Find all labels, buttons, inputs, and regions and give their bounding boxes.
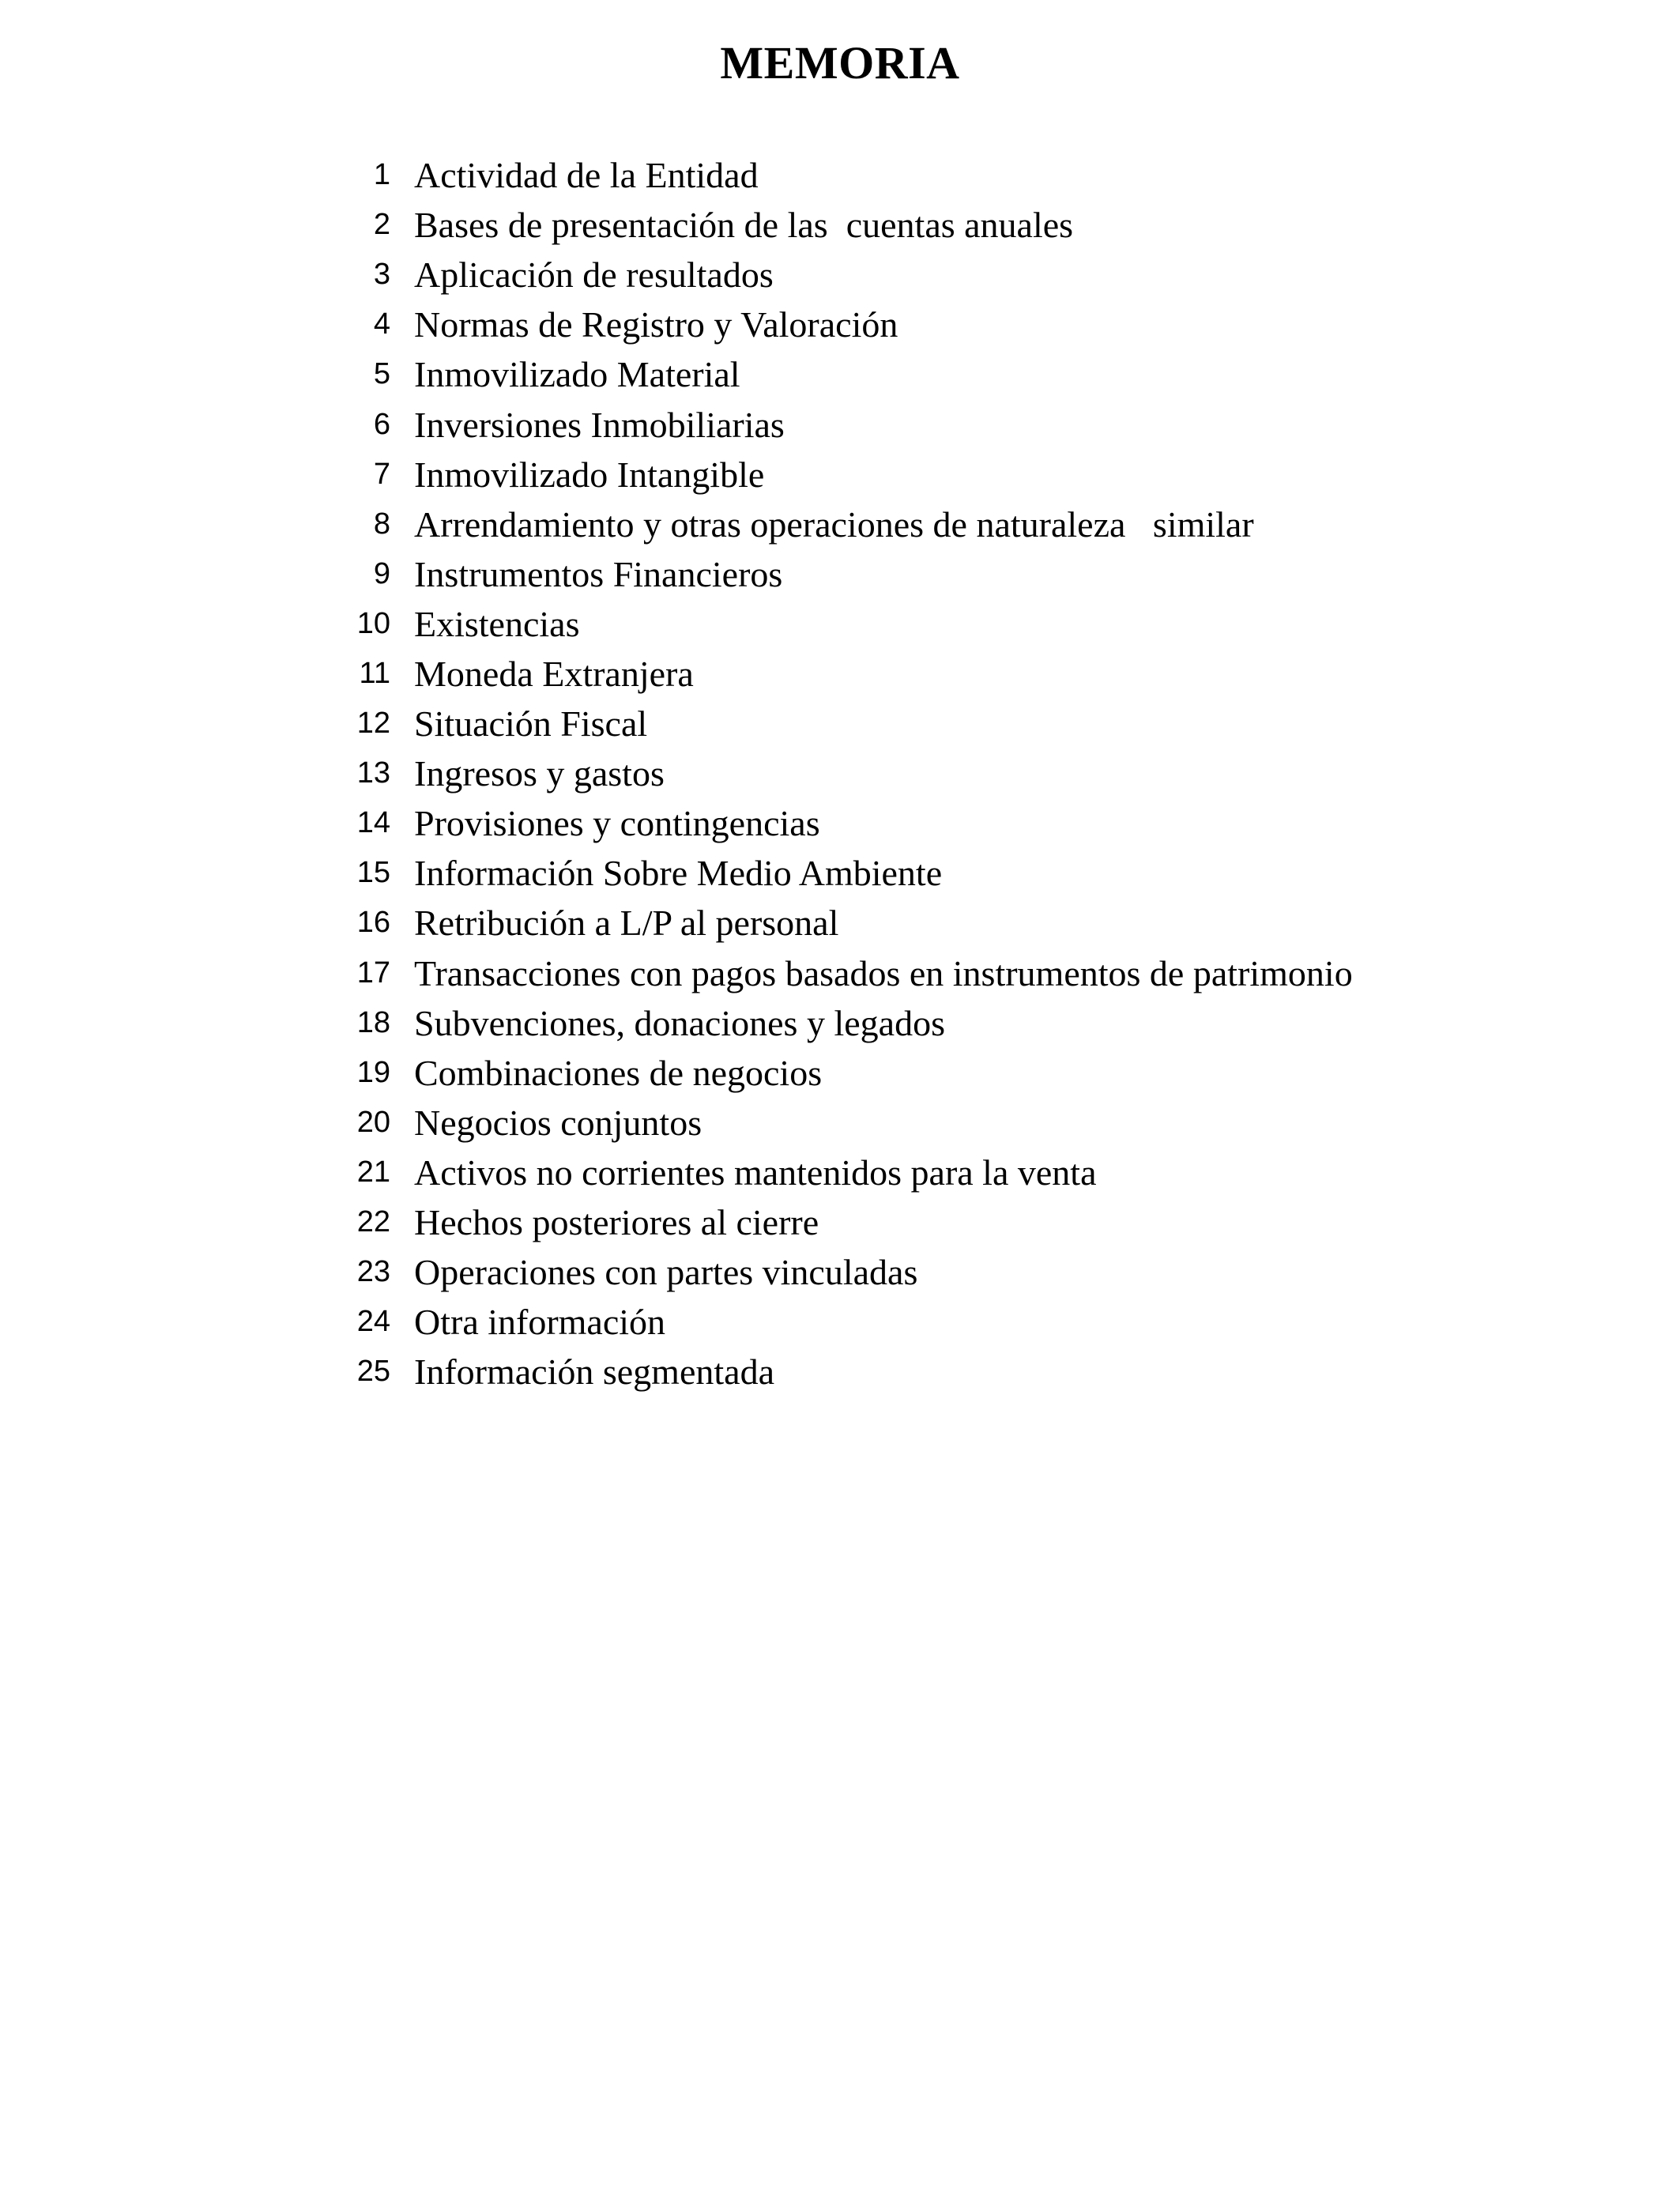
page-title: MEMORIA (720, 37, 960, 89)
toc-item (316, 748, 1659, 798)
table-of-contents (316, 150, 1659, 1397)
toc-item-text: Retribución a L/P al personal (414, 903, 839, 944)
toc-item-number: 16 (356, 906, 390, 940)
toc-item-number: 5 (373, 357, 390, 391)
toc-item-number: 13 (356, 756, 390, 790)
toc-item (316, 599, 1659, 649)
toc-item-text: Situación Fiscal (414, 703, 648, 745)
toc-item-text: Instrumentos Financieros (414, 553, 783, 594)
toc-item-text: Inversiones Inmobiliarias (414, 404, 785, 445)
toc-item (316, 399, 1659, 449)
toc-item-number: 25 (356, 1355, 390, 1389)
toc-item-text: Combinaciones de negocios (414, 1052, 823, 1093)
toc-item-text: Información Sobre Medio Ambiente (414, 853, 943, 894)
toc-item-number: 10 (356, 606, 390, 640)
toc-item-text: Arrendamiento y otras operaciones de naturaleza similar (414, 503, 1254, 545)
toc-item-number: 18 (356, 1005, 390, 1039)
toc-item (316, 349, 1659, 399)
toc-item-number: 11 (359, 656, 390, 690)
toc-item-number: 23 (356, 1255, 390, 1289)
toc-item-number: 22 (356, 1205, 390, 1239)
toc-item-text: Hechos posteriores al cierre (414, 1202, 819, 1243)
toc-item (316, 450, 1659, 499)
toc-item-text: Bases de presentación de las cuentas anuales (414, 205, 1074, 246)
toc-item (316, 1048, 1659, 1098)
toc-item-text: Inmovilizado Material (414, 354, 740, 395)
toc-item (316, 1098, 1659, 1148)
toc-item-text: Operaciones con partes vinculadas (414, 1252, 918, 1293)
toc-item-text: Negocios conjuntos (414, 1102, 703, 1143)
toc-item-number: 21 (356, 1155, 390, 1189)
toc-item (316, 1247, 1659, 1297)
toc-item-number: 12 (356, 707, 390, 741)
toc-item (316, 150, 1659, 200)
toc-item-text: Información segmentada (414, 1351, 774, 1393)
toc-item (316, 998, 1659, 1048)
toc-item-number: 8 (373, 507, 390, 541)
toc-item (316, 1347, 1659, 1397)
toc-item (316, 549, 1659, 599)
toc-item (316, 250, 1659, 300)
toc-item-text: Subvenciones, donaciones y legados (414, 1002, 945, 1043)
toc-item (316, 798, 1659, 848)
toc-item (316, 200, 1659, 250)
toc-item-number: 3 (373, 258, 390, 292)
toc-item (316, 1197, 1659, 1247)
toc-item-number: 7 (373, 457, 390, 491)
toc-item-number: 14 (356, 806, 390, 840)
toc-item (316, 898, 1659, 948)
toc-item (316, 848, 1659, 898)
toc-item-text: Ingresos y gastos (414, 753, 665, 794)
toc-item-text: Existencias (414, 603, 580, 644)
toc-item-text: Provisiones y contingencias (414, 803, 820, 844)
toc-item-text: Transacciones con pagos basados en instrumentos de patrimonio (414, 952, 1353, 993)
toc-item (316, 649, 1659, 699)
toc-item-number: 24 (356, 1305, 390, 1339)
toc-item-number: 19 (356, 1055, 390, 1089)
toc-item-number: 17 (356, 956, 390, 990)
toc-item-text: Otra información (414, 1302, 666, 1343)
toc-item-number: 1 (373, 158, 390, 192)
toc-item-text: Normas de Registro y Valoración (414, 304, 898, 345)
toc-item-text: Actividad de la Entidad (414, 155, 759, 196)
toc-item-number: 20 (356, 1105, 390, 1139)
toc-item-number: 15 (356, 856, 390, 890)
toc-item (316, 300, 1659, 349)
toc-item (316, 1148, 1659, 1197)
toc-item (316, 499, 1659, 549)
toc-item-number: 2 (373, 208, 390, 242)
toc-item-number: 6 (373, 407, 390, 441)
toc-item-text: Inmovilizado Intangible (414, 454, 765, 495)
toc-item (316, 948, 1659, 998)
toc-item-text: Moneda Extranjera (414, 653, 694, 694)
toc-item-text: Aplicación de resultados (414, 254, 774, 296)
toc-item-text: Activos no corrientes mantenidos para la venta (414, 1152, 1097, 1193)
toc-item (316, 699, 1659, 748)
toc-item-number: 4 (373, 307, 390, 341)
toc-item (316, 1297, 1659, 1347)
toc-item-number: 9 (373, 556, 390, 590)
